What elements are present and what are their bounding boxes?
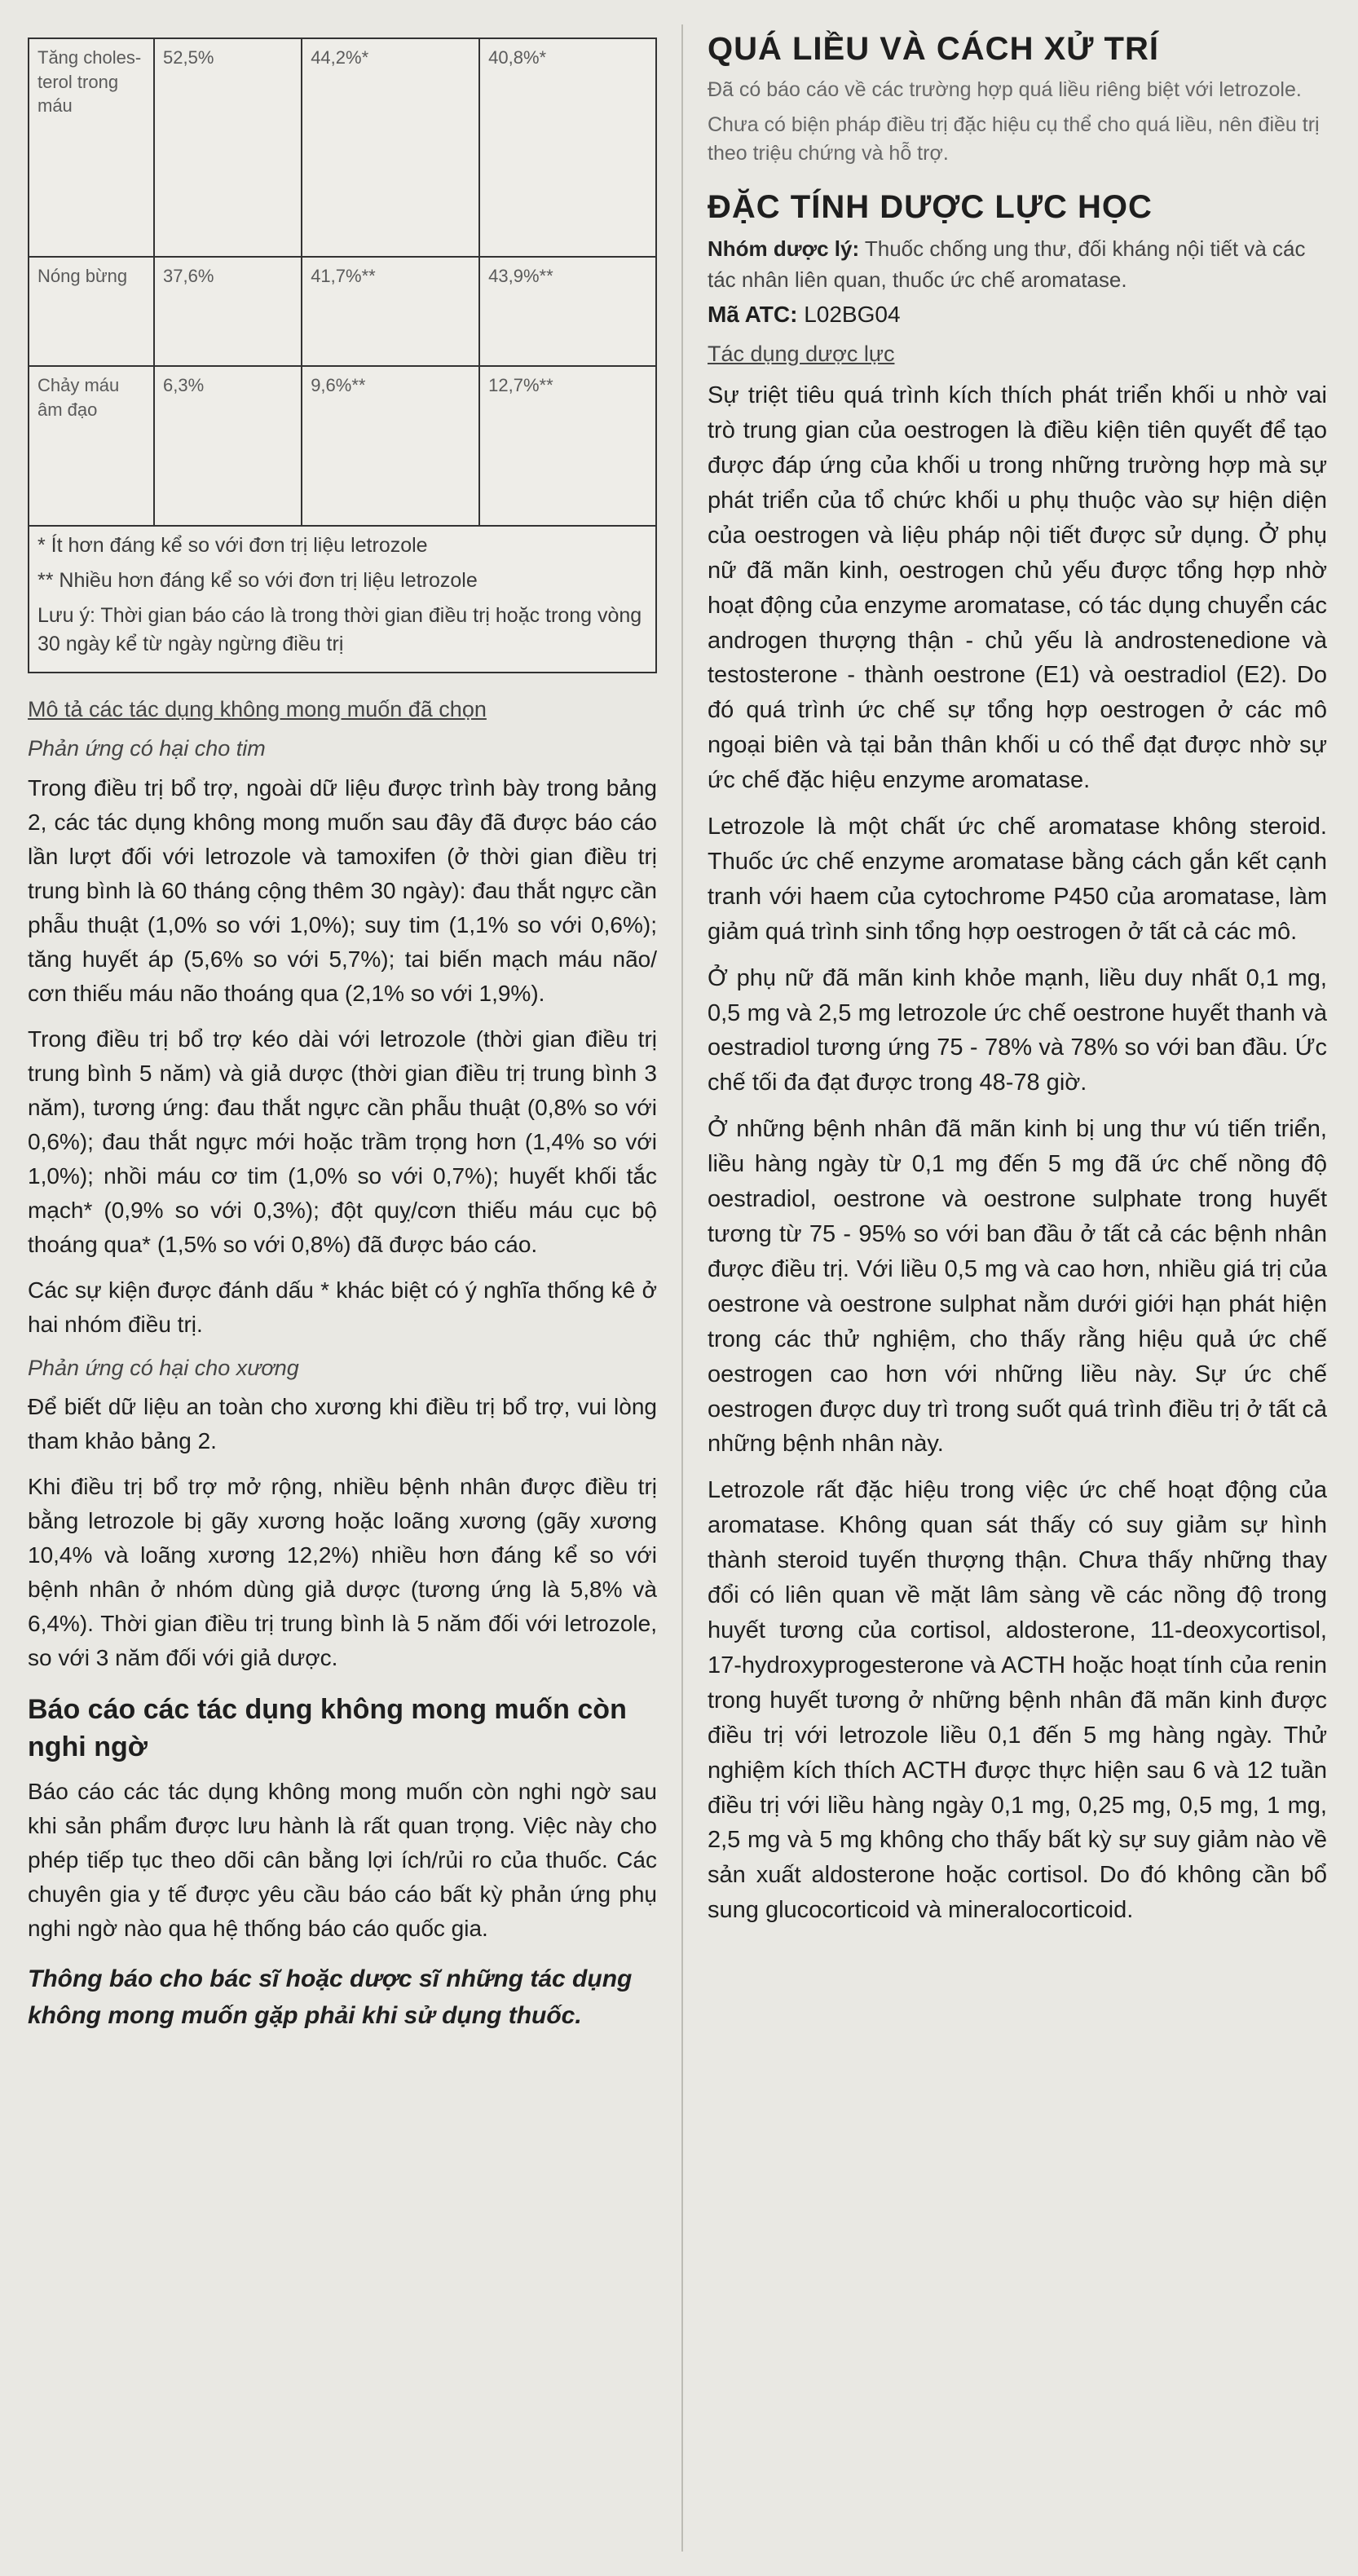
section-subtitle: Tác dụng dược lực — [708, 342, 895, 367]
table-cell: Chảy máu âm đạo — [29, 366, 154, 525]
paragraph: Trong điều trị bổ trợ, ngoài dữ liệu được trình bày trong bảng 2, các tác dụng không mong muốn sau đây đã được báo cáo lần lượt đối với letrozole và tamoxifen (ở thời gian điều trị trung bình là 60 tháng cộng thêm 30 ngày): đau thắt ngực cần phẫu thuật (1,0% so với 1,0%); suy tim (1,1% so với 0,6%); tăng huyết áp (5,6% so với 5,7%); tai biến mạch máu não/ cơn thiếu máu não thoáng qua (2,1% so với 1,9%). — [28, 774, 657, 1006]
paragraph: Trong điều trị bổ trợ kéo dài với letrozole (thời gian điều trị trung bình 5 năm) và giả dược (thời gian điều trị trung bình 3 năm), tương ứng: đau thắt ngực cần phẫu thuật (0,8% so với 0,6%); đau thắt ngực mới hoặc trầm trọng hơn (1,4% so với 1,0%); nhồi máu cơ tim (1,0% so với 0,7%); huyết khối tắc mạch* (0,9% so với 0,3%); đột quỵ/cơn thiếu máu cục bộ thoáng qua* (1,5% so với 0,8%) đã được báo cáo. — [28, 1026, 657, 1257]
paragraph: Ở những bệnh nhân đã mãn kinh bị ung thư vú tiến triển, liều hàng ngày từ 0,1 mg đến 5 mg đã ức chế nồng độ oestradiol, oestrone và oestrone sulphate trong huyết tương từ 75 - 95% so với ban đầu ở tất cả các bệnh nhân được điều trị. Với liều 0,5 mg và cao hơn, nhiều giá trị của oestrone và oestrone sulphat nằm dưới giới hạn phát hiện trong các thử nghiệm, cho thấy rằng hiệu quả ức chế oestrogen cao hơn với những liều này. Sự ức chế oestrogen được duy trì trong suốt quá trình điều trị ở tất cả những bệnh nhân này. — [708, 1116, 1327, 1458]
group-label: Nhóm dược lý: — [708, 236, 860, 261]
table-cell: Tăng choles-terol trong máu — [29, 39, 154, 257]
paragraph: Để biết dữ liệu an toàn cho xương khi điều trị bổ trợ, vui lòng tham khảo bảng 2. — [28, 1394, 657, 1454]
section-heading: Báo cáo các tác dụng không mong muốn còn nghi ngờ — [28, 1694, 627, 1763]
bone-subtitle: Phản ứng có hại cho xương — [28, 1355, 299, 1380]
table-cell: 40,8%* — [479, 39, 655, 257]
paragraph: Letrozole là một chất ức chế aromatase không steroid. Thuốc ức chế enzyme aromatase bằng cách gắn kết cạnh tranh với haem của cytochrome P450 của aromatase, làm giảm quá trình sinh tổng hợp oestrogen ở tất cả các mô. — [708, 814, 1327, 945]
table-row — [29, 366, 655, 525]
footnote-less: * Ít hơn đáng kể so với đơn trị liệu letrozole — [37, 534, 428, 557]
table-cell: 44,2%* — [302, 39, 479, 257]
footnote-reporting-period: Lưu ý: Thời gian báo cáo là trong thời gian điều trị hoặc trong vòng 30 ngày kể từ ngày ngừng điều trị — [37, 604, 642, 655]
table-cell: 41,7%** — [302, 257, 479, 366]
table-cell: 43,9%** — [479, 257, 655, 366]
group-text: Thuốc chống ung thư, đối kháng nội tiết và các tác nhân liên quan, thuốc ức chế aromatase. — [708, 236, 1306, 292]
atc-code — [708, 302, 1327, 328]
table-cell: 9,6%** — [302, 366, 479, 525]
paragraph: Ở phụ nữ đã mãn kinh khỏe mạnh, liều duy nhất 0,1 mg, 0,5 mg và 2,5 mg letrozole ức chế oestrone huyết thanh và oestradiol tương ứng 75 - 78% và 78% so với ban đầu. Ức chế tối đa đạt được trong 48-78 giờ. — [708, 964, 1327, 1096]
pharmacodynamics-heading: ĐẶC TÍNH DƯỢC LỰC HỌC — [708, 189, 1153, 225]
paragraph: Letrozole rất đặc hiệu trong việc ức chế hoạt động của aromatase. Không quan sát thấy có suy giảm sự hình thành steroid tuyến thượng thận. Chưa thấy những thay đổi có liên quan về mặt lâm sàng về các nồng độ trong huyết tương của cortisol, aldosterone, 11-deoxycortisol, 17-hydroxyprogesterone và ACTH hoặc hoạt tính của renin trong huyết tương ở những bệnh nhân đã mãn kinh được điều trị với letrozole liều 0,1 đến 5 mg hàng ngày. Thử nghiệm kích thích ACTH được thực hiện sau 6 và 12 tuần điều trị với liều hàng ngày 0,1 mg, 0,25 mg, 0,5 mg, 1 mg, 2,5 mg và 5 mg không cho thấy bất kỳ sự suy giảm nào về sản xuất aldosterone hoặc cortisol. Do đó không cần bổ sung glucocorticoid và mineralocorticoid. — [708, 1477, 1327, 1924]
paragraph: Khi điều trị bổ trợ mở rộng, nhiều bệnh nhân được điều trị bằng letrozole bị gãy xương hoặc loãng xương (gãy xương 10,4% và loãng xương 12,2%) nhiều hơn đáng kể so với bệnh nhân ở nhóm dùng giả dược (tương ứng là 5,8% và 6,4%). Thời gian điều trị trung bình là 5 năm đối với letrozole, so với 3 năm đối với giả dược. — [28, 1474, 657, 1671]
paragraph: Các sự kiện được đánh dấu * khác biệt có ý nghĩa thống kê ở hai nhóm điều trị. — [28, 1277, 657, 1337]
atc-value: L02BG04 — [797, 302, 901, 328]
table-cell: 37,6% — [154, 257, 302, 366]
pharmacological-group — [708, 234, 1327, 295]
atc-label: Mã ATC: — [708, 302, 798, 328]
table-cell: 6,3% — [154, 366, 302, 525]
table-cell: Nóng bừng — [29, 257, 154, 366]
notice-text: Thông báo cho bác sĩ hoặc dược sĩ những tác dụng không mong muốn gặp phải khi sử dụng thuốc. — [28, 1965, 633, 2030]
overdose-heading: QUÁ LIỀU VÀ CÁCH XỬ TRÍ — [708, 31, 1159, 67]
paragraph: Sự triệt tiêu quá trình kích thích phát triển khối u nhờ vai trò trung gian của oestrogen là điều kiện tiên quyết để tạo được đáp ứng của khối u trong những trường hợp mà sự phát triển của tổ chức khối u phụ thuộc vào sự hiện diện của oestrogen và liệu pháp nội tiết được sử dụng. Ở phụ nữ đã mãn kinh, oestrogen chủ yếu được tổng hợp nhờ hoạt động của enzyme aromatase, có tác dụng chuyển các androgen thượng thận - chủ yếu là androstenedione và testosterone - thành oestrone (E1) và oestradiol (E2). Do đó quá trình ức chế sự tổng hợp oestrogen ở các mô ngoại biên và tại bản thân khối u có thể đạt được nhờ sự ức chế đặc hiệu enzyme aromatase. — [708, 382, 1327, 794]
section-subtitle: Mô tả các tác dụng không mong muốn đã chọn — [28, 697, 487, 721]
table-cell: 12,7%** — [479, 366, 655, 525]
adverse-events-table — [28, 37, 657, 673]
cardiac-subtitle: Phản ứng có hại cho tim — [28, 735, 266, 761]
table-cell: 52,5% — [154, 39, 302, 257]
right-column — [708, 31, 1327, 1939]
left-column — [28, 37, 657, 2034]
table-footnotes — [29, 525, 655, 672]
paragraph: Báo cáo các tác dụng không mong muốn còn nghi ngờ sau khi sản phẩm được lưu hành là rất quan trọng. Việc này cho phép tiếp tục theo dõi cân bằng lợi ích/rủi ro của thuốc. Các chuyên gia y tế được yêu cầu báo cáo bất kỳ phản ứng phụ nghi ngờ nào qua hệ thống báo cáo quốc gia. — [28, 1779, 657, 1942]
column-divider — [681, 24, 683, 2552]
table-row — [29, 39, 655, 257]
footnote-more: ** Nhiều hơn đáng kể so với đơn trị liệu letrozole — [37, 569, 478, 592]
paragraph: Đã có báo cáo về các trường hợp quá liều riêng biệt với letrozole. — [708, 78, 1302, 101]
paragraph: Chưa có biện pháp điều trị đặc hiệu cụ thể cho quá liều, nên điều trị theo triệu chứng và hỗ trợ. — [708, 113, 1320, 165]
table-row — [29, 257, 655, 366]
